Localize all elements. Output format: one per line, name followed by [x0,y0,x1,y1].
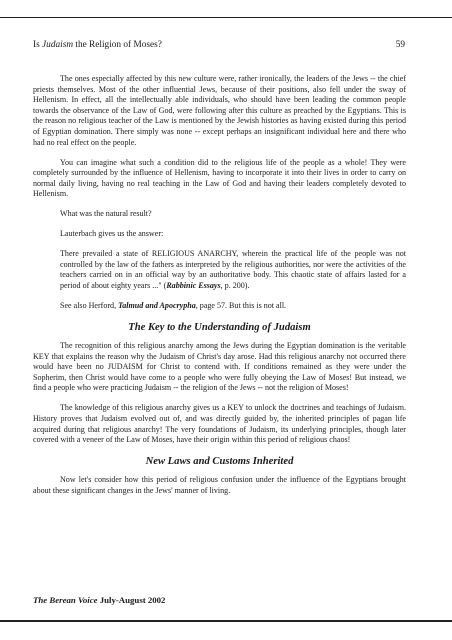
publication-name: The Berean Voice [33,595,98,605]
running-title [33,40,162,50]
paragraph: The recognition of this religious anarchy among the Jews during the Egyptian domination is the veritable KEY that explains the reason why the Judaism of Christ's day arose. Had this religious anarchy not occurred there would have been no JUDAISM for Christ to contend with. If conditions remained as they were under the Sopherim, then Christ would have come to a people who were fully obeying the Law of Moses! But instead, we find a people who were practicing Judaism -- the religion of the Jews -- not the religion of Moses! [33,341,406,393]
paragraph: You can imagine what such a condition did to the religious life of the people as a whole! They were completely surrounded by the influence of Hellenism, having to incorporate it into their lives in order to carry on normal daily living, having no real teaching in the Law of God and having their leaders completely devoted to Hellenism. [33,157,406,199]
title-emphasis: Judaism [42,40,74,50]
block-quote [60,249,406,291]
quote-source: Rabbinic Essays [166,281,221,291]
page-body [33,74,406,506]
top-rule [0,17,452,18]
see-also [60,301,406,312]
section-heading-new-laws: New Laws and Customs Inherited [145,456,294,468]
issue-date: July-August 2002 [97,595,166,605]
bottom-rule [0,620,452,622]
section-heading-key: The Key to the Understanding of Judaism [128,322,311,334]
paragraph: What was the natural result? [60,209,152,219]
page-number: 59 [395,40,405,50]
paragraph: The knowledge of this religious anarchy gives us a KEY to unlock the doctrines and teachings of Judaism. History proves that Judaism evolved out of, and was directly guided by, the inherited principles of pagan life acquired during that religious anarchy! The very foundations of Judaism, its underlying principles, though later covered with a veneer of the Law of Moses, have their origin within this period of religious chaos! [33,403,406,445]
quote-text: There prevailed a state of RELIGIOUS ANARCHY, wherein the practical life of the people was not controlled by the law of the fathers as interpreted by the religious authorities, nor were the activities of the teachers carried on in an official way by an authoritative body. This chaotic state of affairs lasted for a period of about eighty years ..." ( [60,249,406,291]
title-prefix: Is [33,40,43,50]
paragraph: Lauterbach gives us the answer: [60,229,164,239]
see-also-prefix: See also Herford, [60,301,119,311]
see-also-book: Talmud and Apocrypha [118,301,196,311]
quote-tail: , p. 200). [220,281,250,291]
running-header [33,40,405,50]
paragraph: The ones especially affected by this new culture were, rather ironically, the leaders of the Jews -- the chief priests themselves. Most of the other influential Jews, because of their positions, also fell under the sway of Hellenism. In effect, all the intellectually able individuals, who should have been leading the common people towards the observance of the Law of God, were following after this culture as preached by the Egyptians. This is the reason no religious teacher of the Law is mentioned by the Jewish histories as having existed during this period of Egyptian domination. There simply was none -- except perhaps an insignificant individual here and there who had no real effect on the people. [33,74,406,147]
footer [33,595,165,605]
paragraph: Now let's consider how this period of religious confusion under the influence of the Egyptians brought about these significant changes in the Jews' manner of living. [33,475,406,495]
title-suffix: the Religion of Moses? [73,40,162,50]
see-also-suffix: , page 57. But this is not all. [195,301,287,311]
